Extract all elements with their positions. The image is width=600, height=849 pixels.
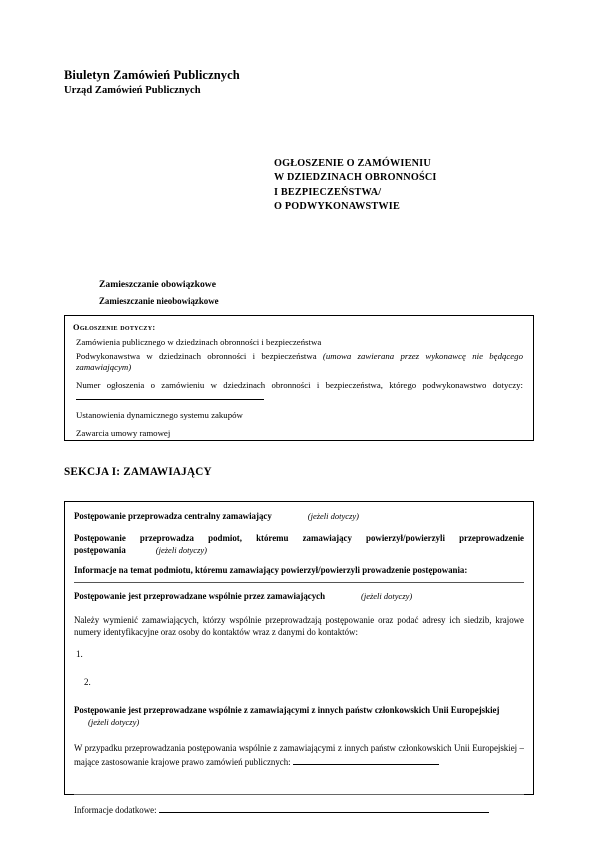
eu-national-law-input-line[interactable] xyxy=(293,755,439,765)
document-title-line-3: I BEZPIECZEŃSTWA/ xyxy=(274,186,382,198)
document-title-line-4: O PODWYKONAWSTWIE xyxy=(274,201,400,213)
scope-option-notice-number[interactable] xyxy=(73,380,525,404)
publication-optional-option[interactable]: Zamieszczanie nieobowiązkowe xyxy=(99,296,219,306)
masthead xyxy=(64,68,484,98)
document-title-line-1: OGŁOSZENIE O ZAMÓWIENIU xyxy=(274,158,431,169)
bulletin-title: Biuletyn Zamówień Publicznych xyxy=(64,68,240,82)
section-one-box xyxy=(64,501,534,815)
delegated-info-label: Informacje na temat podmiotu, któremu zamawiający powierzył/powierzyli prowadzenie postępowania: xyxy=(74,565,468,575)
scope-option-public-contract-label: Zamówienia publicznego w dziedzinach obronności i bezpieczeństwa xyxy=(76,337,322,347)
document-title-line-2: W DZIEDZINACH OBRONNOŚCI xyxy=(274,172,437,184)
scope-option-subcontracting-label: Podwykonawstwa w dziedzinach obronności i bezpieczeństwa xyxy=(76,350,323,361)
scope-option-framework-agreement[interactable] xyxy=(73,428,525,440)
joint-instruction-text: Należy wymienić zamawiających, którzy wspólnie przeprowadzają postępowanie oraz podać adresy ich siedzib, krajowe numery identyfikacyjne oraz osoby do kontaktów wraz z danymi do kontaktów: xyxy=(74,615,524,638)
document-title xyxy=(274,157,554,215)
section-one-heading: SEKCJA I: ZAMAWIAJĄCY xyxy=(64,466,212,478)
delegated-entity-row[interactable] xyxy=(74,532,524,556)
joint-list-item-2[interactable]: 2. xyxy=(84,677,91,688)
additional-info-input-line[interactable] xyxy=(159,803,489,813)
eu-joint-instruction-text: W przypadku przeprowadzania postępowania wspólnie z zamawiającymi z innych państw członkowskich Unii Europejskiej – mające zastosowanie krajowe prawo zamówień publicznych: xyxy=(74,743,524,767)
additional-info-row[interactable] xyxy=(74,803,524,816)
scope-option-framework-agreement-label: Zawarcia umowy ramowej xyxy=(76,427,171,438)
central-authority-row[interactable] xyxy=(74,510,524,522)
central-authority-note: (jeżeli dotyczy) xyxy=(307,511,359,521)
eu-joint-instruction xyxy=(74,742,524,767)
joint-procurement-label: Postępowanie jest przeprowadzane wspólnie przez zamawiających xyxy=(74,591,326,601)
notice-number-input-line[interactable] xyxy=(76,391,264,400)
scope-option-dynamic-system-label: Ustanowienia dynamicznego systemu zakupów xyxy=(76,409,243,420)
joint-procurement-row[interactable] xyxy=(74,590,524,602)
scope-option-notice-number-label: Numer ogłoszenia o zamówieniu w dziedzinach obronności i bezpieczeństwa, którego podwykonawstwo dotyczy: xyxy=(76,379,523,390)
scope-option-subcontracting-note: (umowa zawierana przez wykonawcę nie będącego zamawiającym) xyxy=(76,350,523,373)
scope-option-public-contract[interactable] xyxy=(73,337,525,349)
eu-joint-row[interactable] xyxy=(74,704,524,728)
additional-info-divider xyxy=(74,794,524,795)
scope-box-heading: Ogłoszenie dotyczy: xyxy=(73,323,156,332)
office-title: Urząd Zamówień Publicznych xyxy=(64,85,201,96)
scope-option-subcontracting[interactable] xyxy=(73,351,525,374)
additional-info-label: Informacje dodatkowe: xyxy=(74,804,157,815)
central-authority-label: Postępowanie przeprowadza centralny zamawiający xyxy=(74,511,272,521)
delegated-info-input-line[interactable] xyxy=(74,582,524,583)
delegated-entity-note: (jeżeli dotyczy) xyxy=(155,545,207,555)
publication-mandatory-option[interactable]: Zamieszczanie obowiązkowe xyxy=(99,279,216,290)
eu-joint-label: Postępowanie jest przeprowadzane wspólnie z zamawiającymi z innych państw członkowskich Unii Europejskiej xyxy=(74,705,500,716)
scope-box xyxy=(64,315,534,441)
joint-list-item-1[interactable]: 1. xyxy=(76,649,83,660)
eu-joint-note: (jeżeli dotyczy) xyxy=(88,717,140,728)
delegated-entity-label: Postępowanie przeprowadza podmiot, któremu zamawiający powierzył/powierzyli przeprowadzenie postępowania xyxy=(74,533,524,555)
scope-option-dynamic-system[interactable] xyxy=(73,410,525,422)
joint-procurement-note: (jeżeli dotyczy) xyxy=(361,591,413,601)
